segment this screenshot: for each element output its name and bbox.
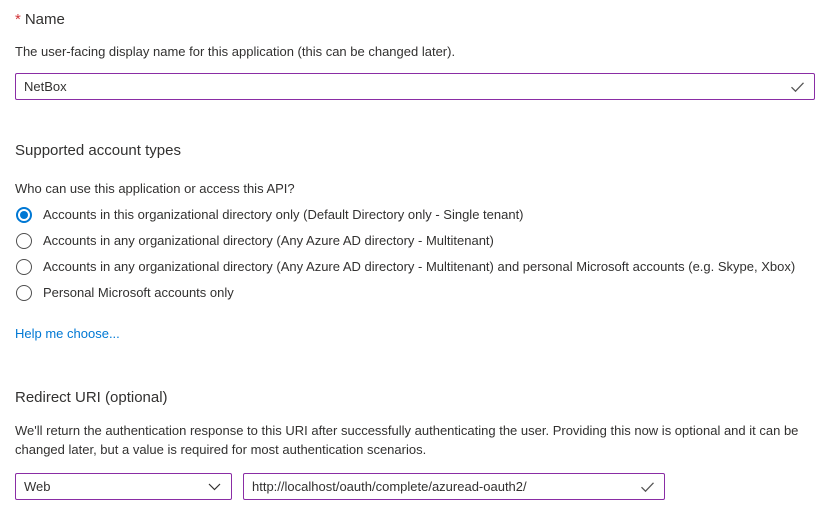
radio-button-icon[interactable]	[16, 285, 32, 301]
name-input[interactable]	[15, 73, 815, 100]
radio-button-icon[interactable]	[16, 233, 32, 249]
name-section-title	[15, 10, 65, 30]
radio-option-label: Accounts in any organizational directory (Any Azure AD directory - Multitenant)	[43, 233, 494, 248]
help-me-choose-link[interactable]: Help me choose...	[15, 326, 120, 341]
radio-option-multitenant-personal[interactable]	[16, 259, 816, 275]
radio-option-label: Accounts in this organizational directory only (Default Directory only - Single tenant)	[43, 207, 524, 222]
name-input-wrap	[15, 73, 815, 100]
redirect-uri-input[interactable]	[243, 473, 665, 500]
radio-button-icon[interactable]	[16, 259, 32, 275]
redirect-uri-description: We'll return the authentication response to this URI after successfully authenticating the user. Providing this now is optional and it can be changed later, but a value is required for most authentication scenarios.	[15, 423, 799, 457]
radio-button-icon[interactable]	[16, 207, 32, 223]
account-types-title: Supported account types	[15, 142, 181, 159]
radio-option-label: Accounts in any organizational directory (Any Azure AD directory - Multitenant) and personal Microsoft accounts (e.g. Skype, Xbox)	[43, 259, 796, 274]
platform-select-value: Web	[24, 479, 51, 494]
radio-option-label: Personal Microsoft accounts only	[43, 285, 234, 300]
redirect-uri-title: Redirect URI (optional)	[15, 389, 168, 406]
account-types-radio-group	[16, 207, 816, 311]
name-description: The user-facing display name for this application (this can be changed later).	[15, 44, 456, 59]
radio-option-single-tenant[interactable]	[16, 207, 816, 223]
name-section-title-text: Name	[24, 11, 65, 28]
redirect-uri-input-wrap	[243, 473, 665, 500]
radio-option-personal-only[interactable]	[16, 285, 816, 301]
chevron-down-icon	[208, 483, 221, 491]
radio-option-multitenant[interactable]	[16, 233, 816, 249]
platform-select[interactable]	[15, 473, 232, 500]
account-types-question: Who can use this application or access this API?	[15, 181, 295, 196]
required-asterisk: *	[15, 11, 21, 28]
